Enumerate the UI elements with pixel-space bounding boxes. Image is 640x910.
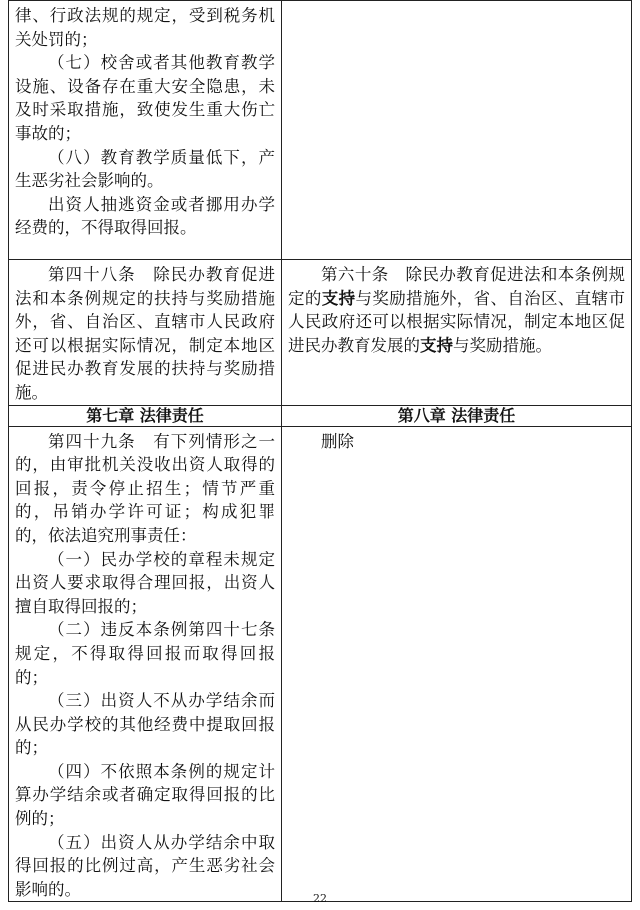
paragraph: 出资人抽逃资金或者挪用办学经费的，不得取得回报。	[15, 194, 275, 238]
text-run: 与奖励措施外，省、自治区、直辖市人民政府还可以根据实际情况，制定本地区促进民办教育发展的	[288, 288, 626, 355]
article-60	[288, 263, 625, 357]
paragraph: （五）出资人从办学结余中取得回报的比例过高，产生恶劣社会影响的。	[15, 832, 275, 899]
paragraph: （八）教育教学质量低下，产生恶劣社会影响的。	[15, 147, 275, 191]
paragraph: （四）不依照本条例的规定计算办学结余或者确定取得回报的比例的；	[15, 761, 275, 829]
old-text-cell	[9, 260, 282, 406]
page-number: 22	[313, 892, 327, 905]
article-49: 第四十九条 有下列情形之一的，由审批机关没收出资人取得的回报，责令停止招生；情节严重的，吊销办学许可证；构成犯罪的，依法追究刑事责任：	[15, 431, 275, 545]
changed-word: 支持	[420, 335, 453, 355]
table-row	[9, 426, 632, 902]
text-run: 与奖励措施。	[453, 335, 552, 355]
chapter-heading-old: 第七章 法律责任	[9, 405, 282, 426]
text-run: 第六十条 除民办教育促进法和本条例规定的	[288, 265, 625, 308]
old-text-cell	[9, 426, 282, 902]
new-text-cell	[282, 1, 632, 260]
old-text-cell	[9, 1, 282, 260]
chapter-header-row	[9, 405, 632, 426]
new-text-cell	[282, 426, 632, 902]
paragraph: （三）出资人不从办学结余而从民办学校的其他经费中提取回报的；	[15, 691, 275, 758]
new-text-cell	[282, 260, 632, 406]
paragraph: （二）违反本条例第四十七条规定，不得取得回报而取得回报的；	[15, 620, 275, 687]
article-48: 第四十八条 除民办教育促进法和本条例规定的扶持与奖励措施外，省、自治区、直辖市人民政府还可以根据实际情况，制定本地区促进民办教育发展的扶持与奖励措施。	[15, 265, 275, 402]
paragraph: （七）校舍或者其他教育教学设施、设备存在重大安全隐患，未及时采取措施，致使发生重大伤亡事故的；	[15, 53, 275, 143]
paragraph: （一）民办学校的章程未规定出资人要求取得合理回报，出资人擅自取得回报的；	[15, 549, 275, 616]
deleted-note: 删除	[321, 431, 354, 451]
table-row	[9, 260, 632, 406]
chapter-heading-new: 第八章 法律责任	[282, 405, 632, 426]
paragraph: 律、行政法规的规定，受到税务机关处罚的；	[15, 6, 275, 49]
comparison-table	[8, 0, 632, 902]
changed-word: 支持	[321, 288, 356, 308]
table-row	[9, 1, 632, 260]
